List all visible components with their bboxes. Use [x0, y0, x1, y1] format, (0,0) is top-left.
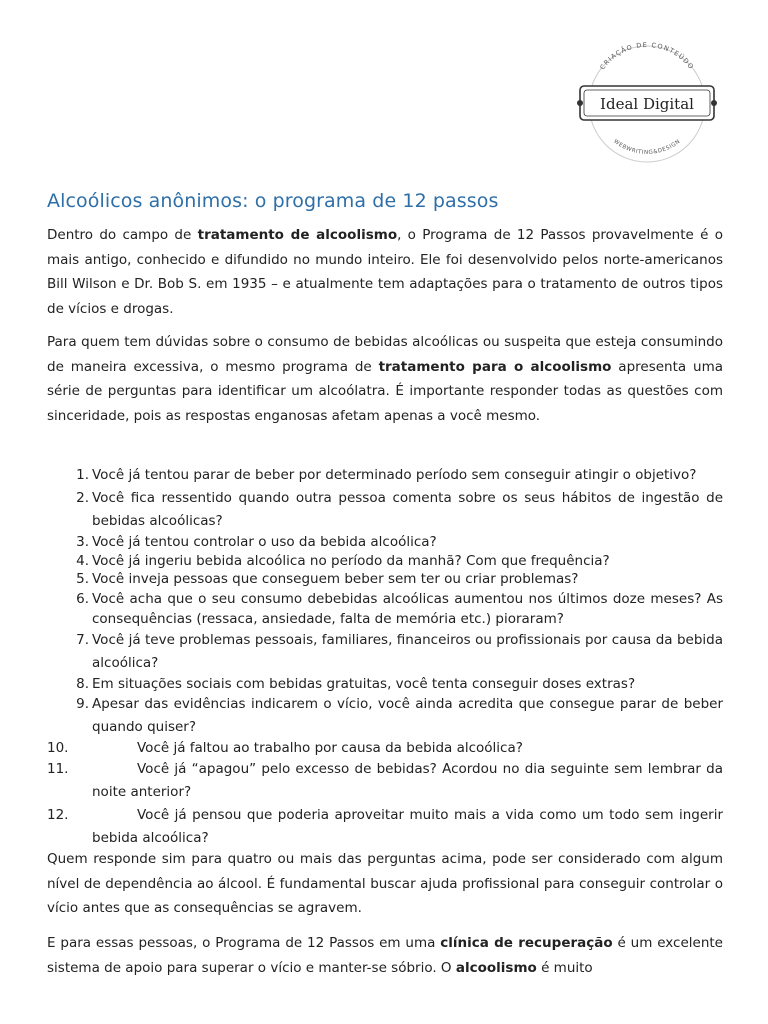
list-item-text: Você inveja pessoas que conseguem beber sem ter ou criar problemas? — [92, 571, 579, 587]
list-item — [47, 739, 723, 758]
logo-bottom-arc-text: WEBWRITING&DESIGN — [612, 138, 682, 156]
list-item — [47, 552, 723, 571]
list-item — [47, 533, 723, 552]
list-item-number: 4. — [76, 552, 89, 569]
list-item-text: Em situações sociais com bebidas gratuitas, você tenta conseguir doses extras? — [92, 675, 636, 692]
list-item — [47, 589, 723, 629]
list-item — [47, 804, 723, 850]
list-item-text: Você já “apagou” pelo excesso de bebidas? Acordou no dia seguinte sem lembrar da noite anterior? — [92, 760, 723, 800]
questions-list — [47, 464, 723, 850]
paragraph-recovery-part-a: E para essas pessoas, o Programa de 12 Passos em uma — [47, 935, 441, 951]
list-item-text: Você fica ressentido quando outra pessoa comenta sobre os seus hábitos de ingestão de bebidas alcoólicas? — [92, 490, 723, 529]
list-item-text: Você já tentou parar de beber por determinado período sem conseguir atingir o objetivo? — [92, 467, 697, 483]
list-item-number: 6. — [76, 590, 89, 607]
link-tratamento-para-o-alcoolismo: tratamento para o alcoolismo — [378, 358, 612, 375]
list-item — [47, 629, 723, 675]
paragraph-recovery-part-e: é muito — [536, 959, 593, 976]
link-clinica-de-recuperacao: clínica de recuperação — [440, 935, 613, 951]
list-item-number: 2. — [76, 490, 89, 506]
list-item — [47, 464, 723, 487]
list-item-number: 12. — [47, 806, 69, 823]
list-item — [47, 487, 723, 533]
list-item — [47, 570, 723, 589]
list-item-text: Você já teve problemas pessoais, familiares, financeiros ou profissionais por causa da bebida alcoólica? — [92, 631, 723, 671]
list-item-number: 10. — [47, 740, 69, 756]
list-item-number: 5. — [76, 571, 89, 587]
paragraph-doubts-part-c: apresenta uma série de perguntas para identificar um alcoólatra. É importante responder todas as questões com sinceridade, pois as respostas enganosas afetam apenas a você mesmo. — [47, 358, 723, 424]
list-item-text: Você já ingeriu bebida alcoólica no período da manhã? Com que frequência? — [92, 552, 610, 569]
list-item — [47, 693, 723, 739]
ideal-digital-logo — [572, 40, 722, 164]
paragraph-conclusion: Quem responde sim para quatro ou mais das perguntas acima, pode ser considerado com algum nível de dependência ao álcool. É fundamental buscar ajuda profissional para conseguir controlar o vício antes que as consequências se agravem. — [47, 851, 723, 916]
list-item-number: 3. — [76, 534, 89, 550]
list-item — [47, 758, 723, 804]
link-tratamento-de-alcoolismo: tratamento de alcoolismo — [197, 227, 398, 243]
list-item-text: Você já pensou que poderia aproveitar muito mais a vida como um todo sem ingerir bebida alcoólica? — [92, 806, 723, 846]
logo-top-arc-text: CRIAÇÃO DE CONTEÚDO — [598, 40, 696, 72]
list-item-text: Você já faltou ao trabalho por causa da bebida alcoólica? — [137, 740, 523, 756]
article-title: Alcoólicos anônimos: o programa de 12 passos — [47, 190, 499, 212]
paragraph-doubts — [47, 330, 723, 428]
list-item-text: Você já tentou controlar o uso da bebida alcoólica? — [92, 534, 437, 550]
paragraph-intro-part-c: , o Programa de 12 Passos provavelmente é o mais antigo, conhecido e difundido no mundo inteiro. Ele foi desenvolvido pelos norte-americanos Bill Wilson e Dr. Bob S. em 1935 – e atualmente tem adaptações para o tratamento de outros tipos de vícios e drogas. — [47, 227, 723, 317]
list-item-number: 1. — [76, 467, 89, 483]
list-item — [47, 675, 723, 694]
logo-emblem-icon — [572, 40, 722, 164]
list-item-number: 8. — [76, 675, 89, 692]
list-item-number: 7. — [76, 631, 89, 648]
logo-brand-text: Ideal Digital — [600, 95, 694, 113]
svg-text:CRIAÇÃO DE CONTEÚDO — [598, 41, 695, 71]
svg-text:WEBWRITING&DESIGN — [612, 139, 681, 156]
link-alcoolismo: alcoolismo — [455, 959, 537, 976]
list-item-text: Apesar das evidências indicarem o vício, você ainda acredita que consegue parar de beber quando quiser? — [92, 696, 723, 735]
paragraph-intro — [47, 223, 723, 321]
paragraph-intro-part-a: Dentro do campo de — [47, 227, 198, 243]
paragraph-recovery — [47, 931, 723, 980]
list-item-number: 11. — [47, 760, 69, 777]
paragraph-doubts-part-a: Para quem tem dúvidas sobre o consumo de bebidas alcoólicas ou suspeita que esteja consumindo de maneira excessiva, o mesmo programa de — [47, 334, 723, 375]
list-item-number: 9. — [76, 696, 89, 712]
paragraph-recovery-part-c: é um excelente sistema de apoio para superar o vício e manter-se sóbrio. O — [47, 935, 723, 976]
list-item-text: Você acha que o seu consumo debebidas alcoólicas aumentou nos últimos doze meses? As consequências (ressaca, ansiedade, falta de memória etc.) pioraram? — [92, 590, 723, 627]
